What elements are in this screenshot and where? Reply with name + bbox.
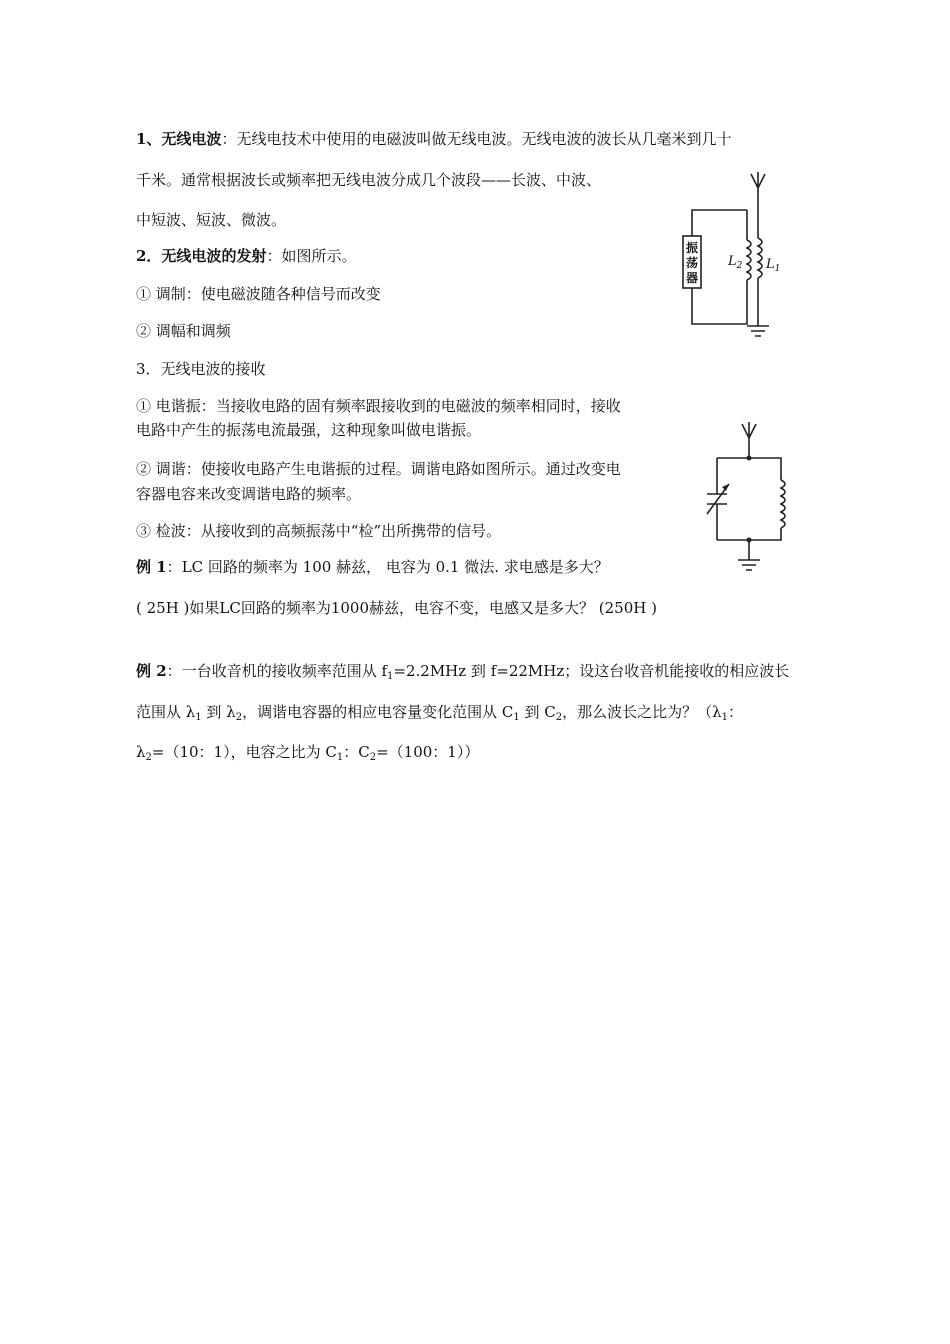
- s2-text: 如图所示。: [281, 247, 357, 265]
- s3-heading: 3．无线电波的接收: [136, 360, 266, 378]
- l2-coil: [747, 240, 751, 280]
- ex2-line3: $\lambda_2=(10$：1），电容之比为 $C_1$：$C_2=(100$：1））: [136, 743, 480, 763]
- s1-heading: 1、无线电波: [136, 130, 222, 148]
- s1-line3: 中短波、短波、微波。: [136, 211, 287, 229]
- s3-item3: ③ 检波：从接收到的高频振荡中“检”出所携带的信号。: [136, 522, 502, 540]
- inductor-coil: [781, 480, 785, 528]
- ex2-line1: 例 2：一台收音机的接收频率范围从 $f_1=2.2MHz$ 到 f=22MHz；设这台收音机能接收的相应波长: [136, 662, 790, 682]
- l2-label: $L_2$: [728, 254, 743, 271]
- ex2-colon: ：: [166, 662, 182, 680]
- tuning-circuit-diagram: [705, 418, 805, 580]
- ex1-question: LC 回路的频率为 100 赫兹， 电容为 0.1 微法. 求电感是多大？: [181, 558, 609, 576]
- s1-text: 无线电技术中使用的电磁波叫做无线电波。无线电波的波长从几毫米到几十: [236, 130, 732, 148]
- s2-colon: ：: [266, 247, 282, 265]
- svg-text:振: 振: [685, 241, 699, 255]
- s2-item1: ① 调制：使电磁波随各种信号而改变: [136, 285, 381, 303]
- l1-label: $L_1$: [766, 257, 781, 274]
- ex2-line2: 范围从 $\lambda_1$ 到 $\lambda_2$，调谐电容器的相应电容量变化范围从 $C_1$ 到 $C_2$，那么波长之比为？（$\lambda_1$：: [136, 703, 743, 723]
- s2-heading: 2．无线电波的发射: [136, 247, 267, 265]
- capacitor-plates: [707, 494, 727, 504]
- ex2-label: 例 2: [136, 662, 167, 680]
- ground-icon: [747, 326, 769, 336]
- transmitter-circuit-diagram: [680, 168, 800, 346]
- svg-text:荡: 荡: [685, 256, 699, 270]
- ex1-label: 例 1: [136, 558, 167, 576]
- s1-line2: 千米。通常根据波长或频率把无线电波分成几个波段——长波、中波、: [136, 171, 602, 189]
- antenna-icon: [742, 422, 756, 438]
- s2-heading-line: [136, 246, 356, 266]
- s1-colon: ：: [221, 130, 237, 148]
- ex1-line2: ( 25H )如果LC回路的频率为1000赫兹，电容不变，电感又是多大？ (250H ): [136, 599, 657, 617]
- s3-item2-line2: 容器电容来改变调谐电路的频率。: [136, 485, 362, 503]
- l1-coil: [758, 238, 762, 278]
- s1-line1: [136, 129, 731, 149]
- s3-item1-line2: 电路中产生的振荡电流最强，这种现象叫做电谐振。: [136, 421, 482, 439]
- svg-text:器: 器: [685, 271, 699, 285]
- s3-item2-line1: ② 调谐：使接收电路产生电谐振的过程。调谐电路如图所示。通过改变电: [136, 460, 621, 478]
- antenna-icon: [751, 172, 765, 188]
- s3-item1-line1: ① 电谐振：当接收电路的固有频率跟接收到的电磁波的频率相同时，接收: [136, 397, 621, 415]
- ground-icon: [738, 560, 760, 570]
- ex1-line1: [136, 557, 609, 577]
- ex1-colon: ：: [166, 558, 182, 576]
- s2-item2: ② 调幅和调频: [136, 322, 231, 340]
